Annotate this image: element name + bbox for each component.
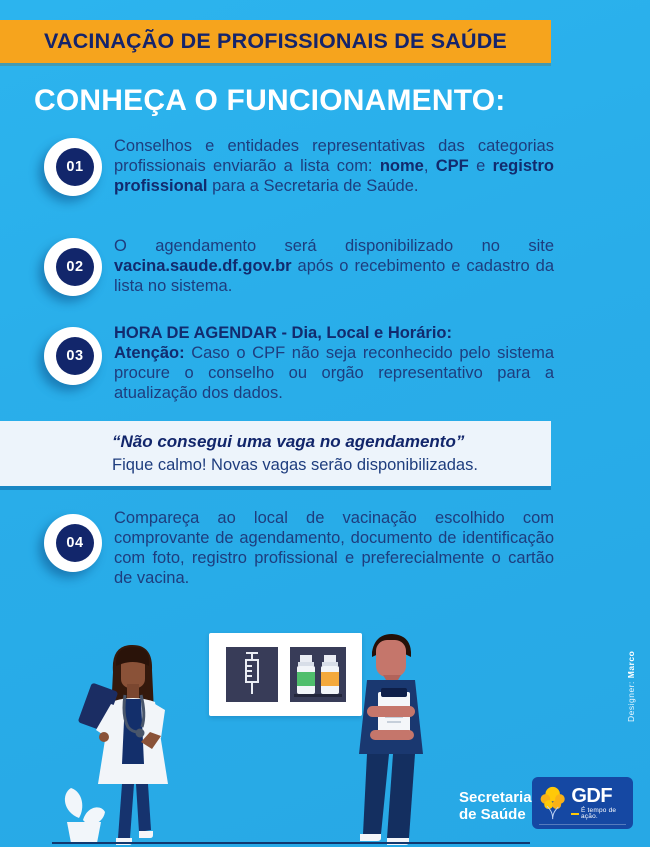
step-03-badge xyxy=(44,327,102,385)
nurse-illustration xyxy=(345,632,460,847)
callout-note: Fique calmo! Novas vagas serão disponibilizadas. xyxy=(112,456,478,474)
step-02-badge xyxy=(44,238,102,296)
step-02-number: 02 xyxy=(56,248,94,286)
designer-credit-name: Marco xyxy=(626,650,636,679)
ipe-tree-icon xyxy=(539,781,566,825)
gdf-tagline: É tempo de ação. xyxy=(580,806,617,820)
gdf-tagline-dash xyxy=(571,813,579,815)
secretaria-saude-wordmark xyxy=(459,789,532,823)
step-01-seg-6: para a Secretaria de Saúde. xyxy=(207,177,419,195)
step-03 xyxy=(44,323,554,403)
step-04-badge xyxy=(44,514,102,572)
step-02 xyxy=(44,236,554,296)
floor-line xyxy=(52,842,530,844)
secretaria-line2: de Saúde xyxy=(459,806,526,823)
vials-panel xyxy=(290,647,346,702)
step-01-seg-0: Conselhos e entidades representativas das categorias profissionais enviarão a lista com: xyxy=(114,137,554,175)
step-01-seg-5: registro profissional xyxy=(114,157,555,195)
step-01-text xyxy=(114,136,554,196)
banner-title: VACINAÇÃO DE PROFISSIONAIS DE SAÚDE xyxy=(44,29,507,53)
step-03-text xyxy=(114,323,554,403)
secretaria-line1: Secretaria xyxy=(459,789,532,806)
plant-illustration xyxy=(57,784,107,846)
step-01-seg-2: , xyxy=(423,157,436,175)
top-banner xyxy=(0,20,551,63)
callout-quote: “Não consegui uma vaga no agendamento” xyxy=(112,432,465,451)
step-01-badge xyxy=(44,138,102,196)
step-01 xyxy=(44,136,554,196)
site-url-text: vacina.saude.df.gov.br xyxy=(114,257,292,275)
step-04-seg-0: Compareça ao local de vacinação escolhido com comprovante de agendamento, documento de identificação com foto, registro profissional e preferecialmente o cartão de vacina. xyxy=(114,509,554,587)
syringe-panel xyxy=(226,647,278,702)
designer-credit xyxy=(626,592,636,722)
step-04-text xyxy=(114,508,554,588)
step-02-seg-0: O agendamento será disponibilizado no site xyxy=(114,237,554,255)
vaccine-vials-icon xyxy=(290,647,346,702)
step-03-seg-1: Caso o CPF não seja reconhecido pelo sistema procure o conselho ou orgão representativo para a atualização dos dados. xyxy=(114,344,554,402)
designer-credit-label: Designer: xyxy=(626,678,636,722)
step-04-number: 04 xyxy=(56,524,94,562)
step-01-seg-3: CPF xyxy=(435,157,469,175)
gdf-wordmark: GDF xyxy=(571,784,613,807)
step-02-seg-2: após o recebimento e cadastro da lista no sistema. xyxy=(114,257,554,295)
step-03-title: HORA DE AGENDAR - Dia, Local e Horário: xyxy=(114,324,452,342)
gdf-logo xyxy=(532,777,633,829)
step-02-text xyxy=(114,236,554,296)
page-title: CONHEÇA O FUNCIONAMENTO: xyxy=(34,84,506,117)
step-01-seg-4: e xyxy=(468,157,493,175)
step-01-number: 01 xyxy=(56,148,94,186)
step-03-seg-0: Atenção: xyxy=(114,344,185,362)
step-01-seg-1: nome xyxy=(379,157,424,175)
syringe-icon xyxy=(226,647,278,702)
picture-frame xyxy=(209,633,362,716)
step-03-number: 03 xyxy=(56,337,94,375)
step-04 xyxy=(44,508,554,588)
callout-box xyxy=(0,421,551,486)
